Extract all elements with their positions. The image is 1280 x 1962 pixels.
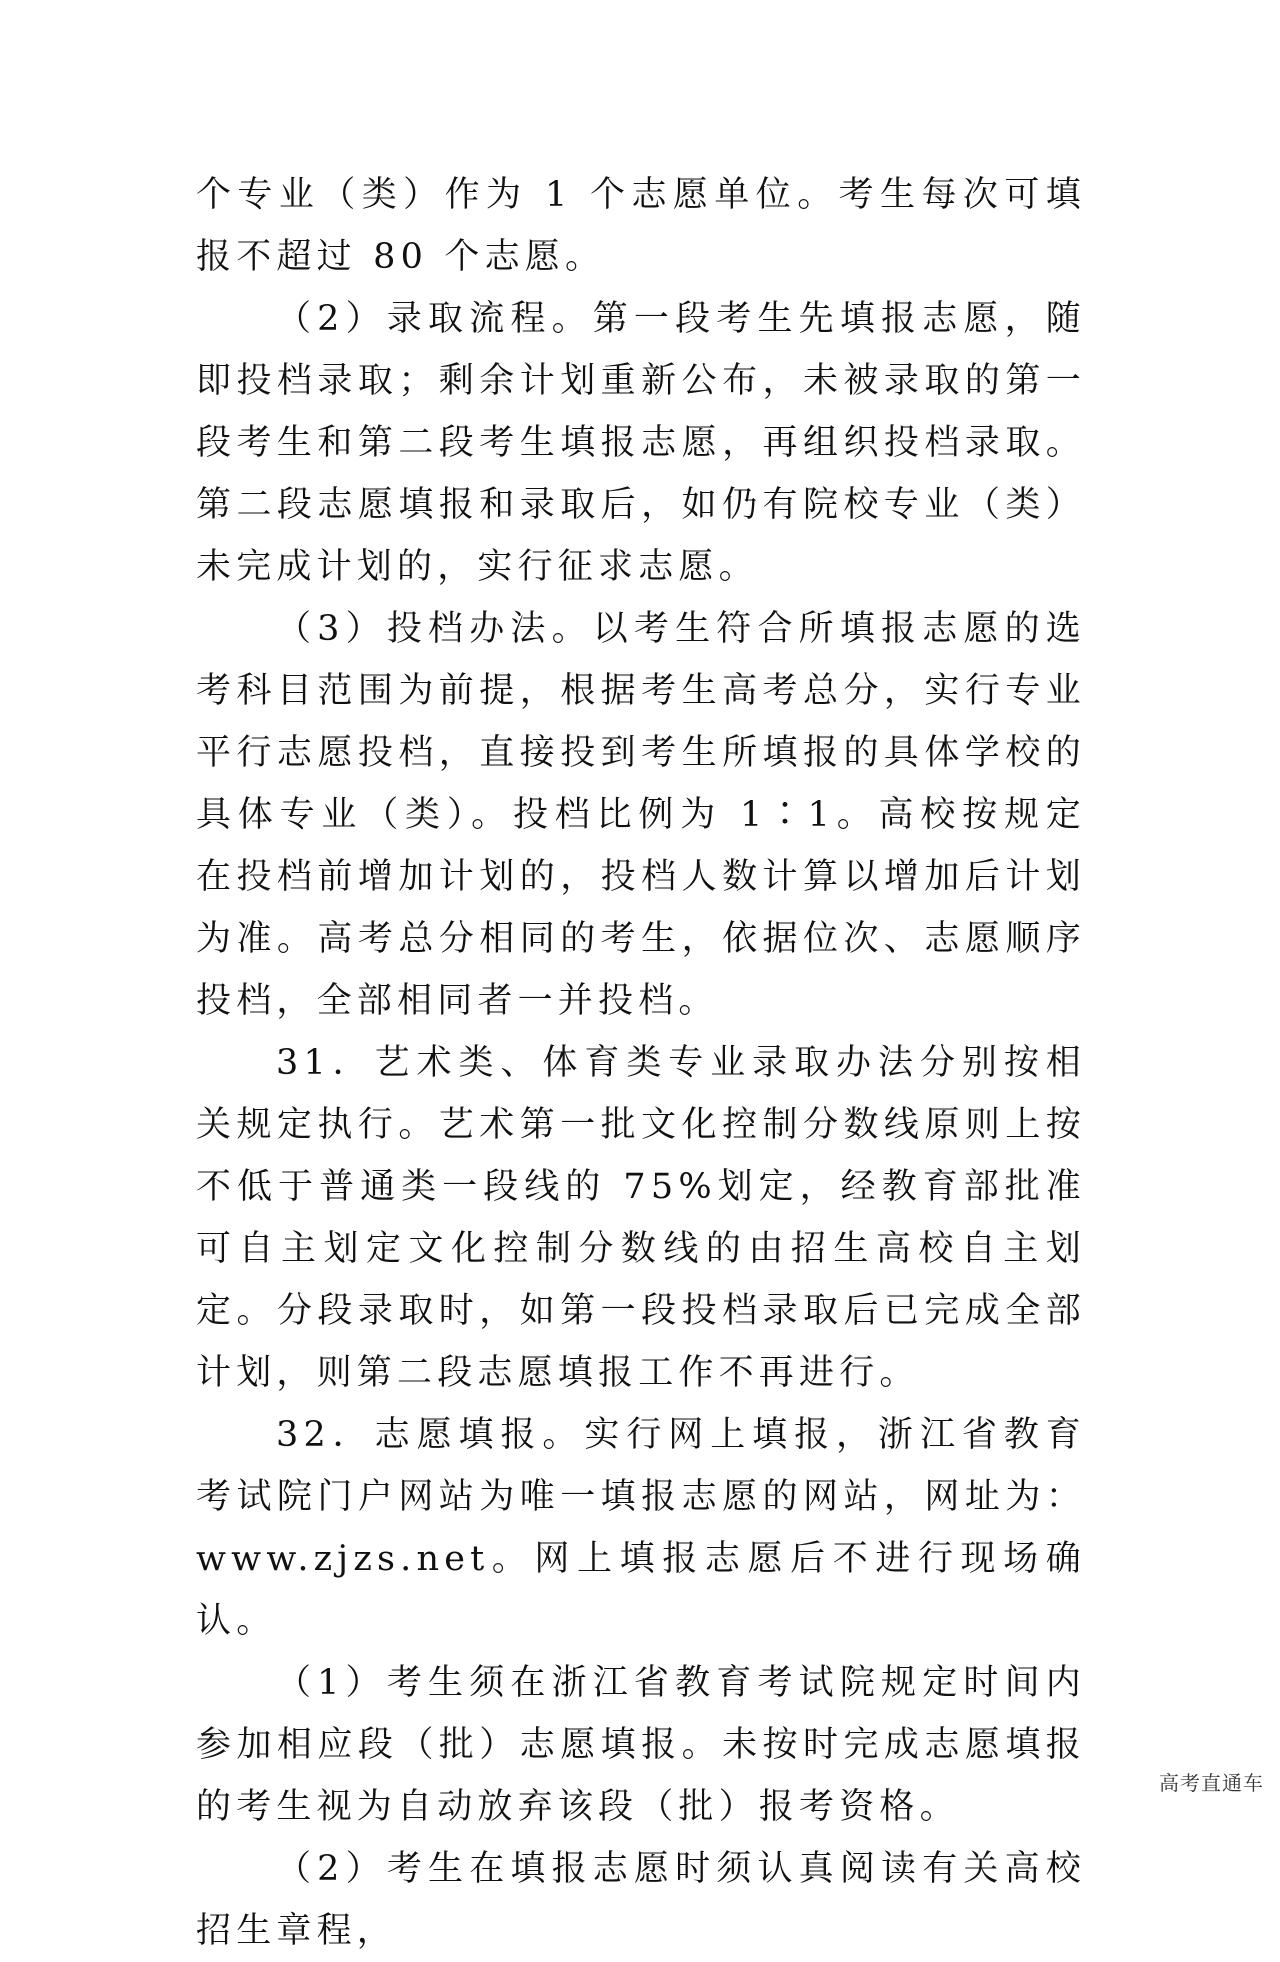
document-page	[196, 164, 1086, 1962]
paragraph-item-32: 32．志愿填报。实行网上填报，浙江省教育考试院门户网站为唯一填报志愿的网站，网址为：www.zjzs.net。网上填报志愿后不进行现场确认。	[196, 1415, 1086, 1641]
watermark-text: 高考直通车	[1159, 1771, 1264, 1795]
paragraph-item-31: 31．艺术类、体育类专业录取办法分别按相关规定执行。艺术第一批文化控制分数线原则上按不低于普通类一段线的 75%划定，经教育部批准可自主划定文化控制分数线的由招生高校自主划定。分段录取时，如第一段投档录取后已完成全部计划，则第二段志愿填报工作不再进行。	[196, 1043, 1086, 1393]
paragraph-continuation: 个专业（类）作为 1 个志愿单位。考生每次可填报不超过 80 个志愿。	[196, 175, 1086, 277]
paragraph-filing-method: （3）投档办法。以考生符合所填报志愿的选考科目范围为前提，根据考生高考总分，实行专业平行志愿投档，直接投到考生所填报的具体学校的具体专业（类）。投档比例为 1∶1。高校按规定在投档前增加计划的，投档人数计算以增加后计划为准。高考总分相同的考生，依据位次、志愿顺序投档，全部相同者一并投档。	[196, 609, 1086, 1021]
paragraph-subitem-1: （1）考生须在浙江省教育考试院规定时间内参加相应段（批）志愿填报。未按时完成志愿填报的考生视为自动放弃该段（批）报考资格。	[196, 1663, 1086, 1827]
paragraph-subitem-2: （2）考生在填报志愿时须认真阅读有关高校招生章程，	[196, 1849, 1086, 1951]
paragraph-admission-process: （2）录取流程。第一段考生先填报志愿，随即投档录取；剩余计划重新公布，未被录取的第一段考生和第二段考生填报志愿，再组织投档录取。第二段志愿填报和录取后，如仍有院校专业（类）未完成计划的，实行征求志愿。	[196, 299, 1086, 587]
